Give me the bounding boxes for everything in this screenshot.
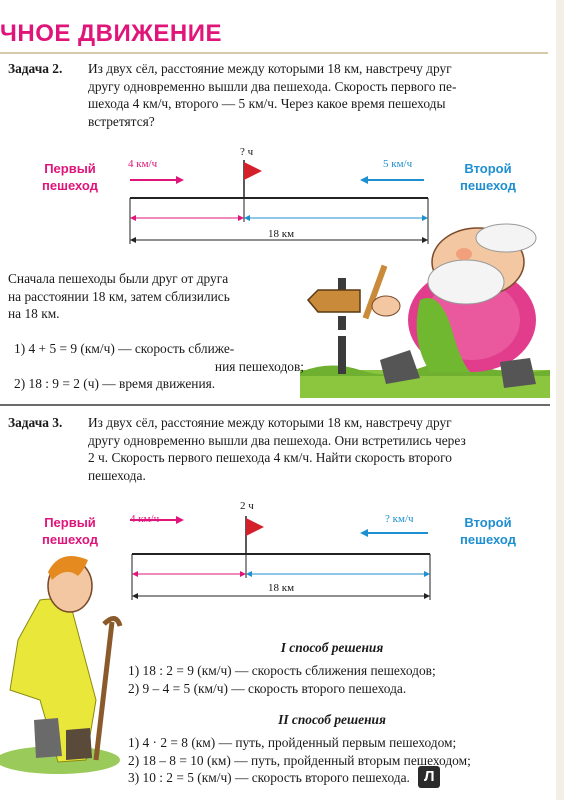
task3-line: другу одновременно вышли два пешехода. Они встретились через: [88, 432, 466, 448]
task2-second-arrow-head: [360, 176, 368, 184]
task2-explanation-line: Сначала пешеходы были друг от друга: [8, 271, 229, 286]
task-separator: [0, 404, 550, 406]
task3-distance-arrowhead: [424, 593, 430, 599]
method1-heading: I способ решения: [280, 640, 384, 655]
task3-segment-arrowhead: [246, 571, 252, 577]
task2-explanation-line: на 18 км.: [8, 306, 60, 321]
task3-segment-arrowhead: [132, 571, 138, 577]
task2-line: Из двух сёл, расстояние между которыми 18 км, навстречу друг: [88, 61, 452, 76]
task2-line: другу одновременно вышли два пешехода. Скорость первого пе-: [88, 78, 457, 94]
task2-flag: [244, 162, 262, 180]
task2-step: ния пешеходов;: [214, 358, 304, 374]
task3-distance-label: 18 км: [268, 582, 295, 594]
task2-segment-arrowhead: [422, 215, 428, 221]
task3-segment-arrowhead: [424, 571, 430, 577]
task2-first-arrow-head: [176, 176, 184, 184]
task2-distance-arrowhead: [422, 237, 428, 243]
task3-second-speed: ? км/ч: [385, 513, 414, 525]
task3-distance-arrowhead: [132, 593, 138, 599]
task2-segment-arrowhead: [244, 215, 250, 221]
task2-step: 2) 18 : 9 = 2 (ч) — время движения.: [14, 376, 216, 391]
task2-second-walker-label: Второй пешеход: [460, 161, 516, 193]
task2-segment-arrowhead: [238, 215, 244, 221]
task3-first-arrow-head: [176, 516, 184, 524]
task2-label: Задача 2.: [8, 61, 63, 76]
task2-first-walker-label: Первый пешеход: [42, 161, 98, 193]
method1-steps: [128, 662, 548, 697]
task2-explanation: [8, 270, 308, 323]
task3-second-arrow-head: [360, 529, 368, 537]
method2-step: 3) 10 : 2 = 5 (км/ч) — скорость второго пешехода.: [128, 770, 410, 785]
task2-flag-label: ? ч: [240, 146, 254, 158]
young-man-illustration: [0, 556, 120, 774]
old-man-illustration: [300, 224, 550, 398]
task3-line: 2 ч. Скорость первого пешехода 4 км/ч. Найти скорость второго: [88, 450, 452, 465]
task2-distance-label: 18 км: [268, 228, 295, 240]
method2-heading: II способ решения: [278, 712, 386, 727]
task2-line: встретятся?: [88, 113, 155, 129]
task2-second-speed: 5 км/ч: [383, 158, 413, 170]
task2-first-speed: 4 км/ч: [128, 158, 158, 170]
task3-flag: [246, 518, 264, 536]
page-title: ЧНОЕ ДВИЖЕНИЕ: [0, 20, 223, 47]
method1-step: 1) 18 : 2 = 9 (км/ч) — скорость сближения пешеходов;: [128, 663, 436, 678]
task3-second-walker-label: Второй пешеход: [460, 515, 516, 547]
method2-step: 2) 18 – 8 = 10 (км) — путь, пройденный вторым пешеходом;: [128, 752, 471, 768]
task3-line: Из двух сёл, расстояние между которыми 18 км, навстречу друг: [88, 415, 452, 430]
task2-explanation-line: на расстоянии 18 км, затем сблизились: [8, 288, 230, 304]
method2-steps: [128, 734, 548, 787]
task2-segment-arrowhead: [130, 215, 136, 221]
task3-first-speed: 4 км/ч: [130, 513, 160, 525]
task3-first-walker-label: Первый пешеход: [42, 515, 98, 547]
task3-line: пешехода.: [88, 467, 146, 483]
task3-segment-arrowhead: [240, 571, 246, 577]
task3-flag-label: 2 ч: [240, 500, 254, 512]
task2-distance-arrowhead: [130, 237, 136, 243]
watermark-letter: Л: [424, 768, 435, 785]
task2-line: шехода 4 км/ч, второго — 5 км/ч. Через какое время пешеходы: [88, 96, 446, 111]
method2-step: 1) 4 · 2 = 8 (км) — путь, пройденный первым пешеходом;: [128, 735, 457, 750]
task2-steps: [14, 340, 304, 393]
task3-statement: [8, 414, 548, 484]
task3-label: Задача 3.: [8, 415, 63, 430]
method1-step: 2) 9 – 4 = 5 (км/ч) — скорость второго пешехода.: [128, 680, 407, 696]
task2-step: 1) 4 + 5 = 9 (км/ч) — скорость сближе-: [14, 341, 235, 356]
